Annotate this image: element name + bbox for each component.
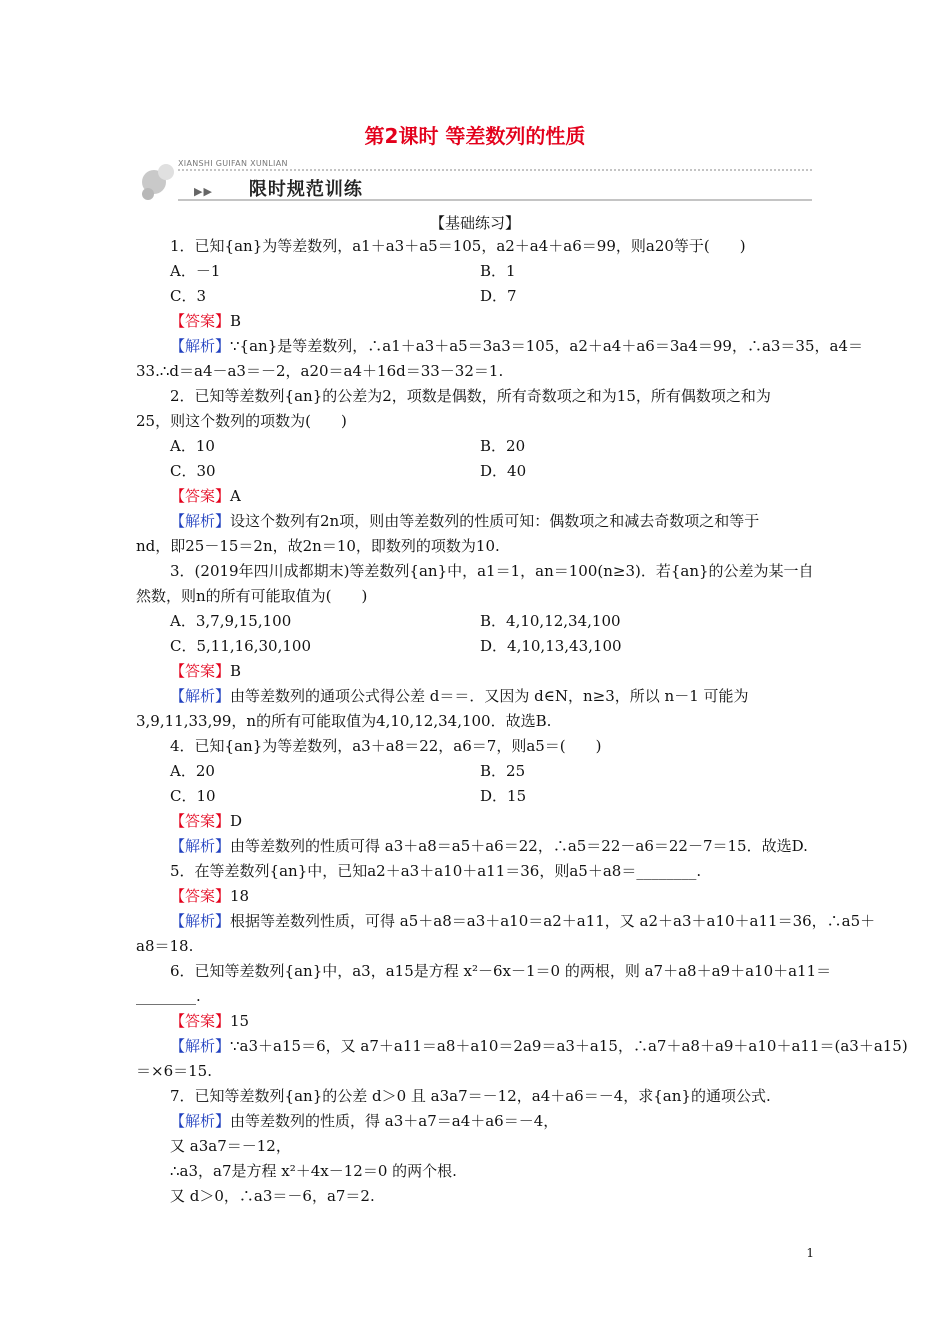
question-1: 1．已知{an}为等差数列，a1＋a3＋a5＝105，a2＋a4＋a6＝99，则a20等于( ): [170, 237, 746, 255]
question-3-cont: 然数，则n的所有可能取值为( ): [136, 587, 368, 605]
explanation-line: ＝×6＝15.: [136, 1062, 212, 1080]
explanation-line: 【解析】设这个数列有2n项，则由等差数列的性质可知：偶数项之和减去奇数项之和等于: [170, 512, 760, 530]
option: B．20: [480, 437, 526, 455]
explanation-line: 【解析】根据等差数列性质，可得 a5＋a8＝a3＋a10＝a2＋a11，又 a2＋a3＋a10＋a11＝36，∴a5＋: [170, 912, 876, 930]
option: A．20: [170, 762, 215, 780]
question-2: 2．已知等差数列{an}的公差为2，项数是偶数，所有奇数项之和为15，所有偶数项之和为: [170, 387, 771, 405]
answer-label: 【答案】: [170, 487, 231, 505]
banner-title: ▶▶ 限时规范训练: [194, 179, 363, 200]
banner-pinyin: XIANSHI GUIFAN XUNLIAN: [178, 159, 288, 168]
question-6: 6．已知等差数列{an}中，a3，a15是方程 x²－6x－1＝0 的两根，则 a7＋a8＋a9＋a10＋a11＝: [170, 962, 832, 980]
question-2-cont: 25，则这个数列的项数为( ): [136, 412, 347, 430]
option: C．3: [170, 287, 207, 305]
answer-line: 【答案】A: [170, 487, 241, 505]
explanation-line: 3,9,11,33,99，n的所有可能取值为4,10,12,34,100．故选B.: [136, 712, 552, 730]
explanation-label: 【解析】: [170, 1037, 231, 1055]
explanation-label: 【解析】: [170, 512, 231, 530]
explanation-label: 【解析】: [170, 1112, 231, 1130]
question-5: 5．在等差数列{an}中，已知a2＋a3＋a10＋a11＝36，则a5＋a8＝________.: [170, 862, 702, 880]
page-title: 第2课时 等差数列的性质: [364, 124, 586, 148]
explanation-line: a8＝18.: [136, 937, 194, 955]
option: B．25: [480, 762, 526, 780]
option: C．5,11,16,30,100: [170, 637, 311, 655]
banner-arrows-icon: ▶▶: [194, 185, 213, 198]
option: B．4,10,12,34,100: [480, 612, 621, 630]
answer-line: 【答案】D: [170, 812, 243, 830]
option: A．－1: [170, 262, 221, 280]
answer-label: 【答案】: [170, 662, 231, 680]
explanation-line: 【解析】∵a3＋a15＝6，又 a7＋a11＝a8＋a10＝2a9＝a3＋a15，∴a7＋a8＋a9＋a10＋a11＝(a3＋a15): [170, 1037, 908, 1055]
section-heading: 【基础练习】: [429, 214, 520, 232]
option: C．10: [170, 787, 216, 805]
question-3: 3．(2019年四川成都期末)等差数列{an}中，a1＝1，an＝100(n≥3)．若{an}的公差为某一自: [170, 562, 814, 580]
option: B．1: [480, 262, 516, 280]
option: A．3,7,9,15,100: [170, 612, 292, 630]
option: A．10: [170, 437, 215, 455]
answer-label: 【答案】: [170, 1012, 231, 1030]
explanation-line: 【解析】由等差数列的通项公式得公差 d＝＝．又因为 d∈N，n≥3，所以 n－1 可能为: [170, 687, 749, 705]
option: D．7: [480, 287, 517, 305]
option: C．30: [170, 462, 216, 480]
question-4: 4．已知{an}为等差数列，a3＋a8＝22，a6＝7，则a5＝( ): [170, 737, 602, 755]
answer-label: 【答案】: [170, 887, 231, 905]
explanation-label: 【解析】: [170, 687, 231, 705]
question-6-cont: ________.: [136, 987, 201, 1005]
explanation-line: ∴a3，a7是方程 x²＋4x－12＝0 的两个根.: [170, 1162, 457, 1180]
question-7: 7．已知等差数列{an}的公差 d＞0 且 a3a7＝－12，a4＋a6＝－4，求{an}的通项公式.: [170, 1087, 771, 1105]
explanation-label: 【解析】: [170, 337, 231, 355]
explanation-label: 【解析】: [170, 837, 231, 855]
explanation-label: 【解析】: [170, 912, 231, 930]
answer-label: 【答案】: [170, 812, 231, 830]
answer-line: 【答案】B: [170, 312, 242, 330]
option: D．40: [480, 462, 527, 480]
option: D．15: [480, 787, 527, 805]
answer-line: 【答案】B: [170, 662, 242, 680]
explanation-line: 33.∴d＝a4－a3＝－2，a20＝a4＋16d＝33－32＝1.: [136, 362, 504, 380]
answer-label: 【答案】: [170, 312, 231, 330]
explanation-line: 【解析】∵{an}是等差数列，∴a1＋a3＋a5＝3a3＝105，a2＋a4＋a6＝3a4＝99，∴a3＝35，a4＝: [170, 337, 864, 355]
page-number: 1: [806, 1246, 814, 1260]
explanation-line: 又 d＞0，∴a3＝－6，a7＝2.: [170, 1187, 375, 1205]
explanation-line: nd，即25－15＝2n，故2n＝10，即数列的项数为10.: [136, 537, 500, 555]
explanation-line: 【解析】由等差数列的性质可得 a3＋a8＝a5＋a6＝22，∴a5＝22－a6＝22－7＝15．故选D.: [170, 837, 808, 855]
option: D．4,10,13,43,100: [480, 637, 622, 655]
section-banner: [136, 156, 812, 204]
answer-line: 【答案】15: [170, 1012, 250, 1030]
answer-line: 【答案】18: [170, 887, 250, 905]
explanation-line: 又 a3a7＝－12，: [170, 1137, 291, 1155]
explanation-line: 【解析】由等差数列的性质，得 a3＋a7＝a4＋a6＝－4，: [170, 1112, 559, 1130]
